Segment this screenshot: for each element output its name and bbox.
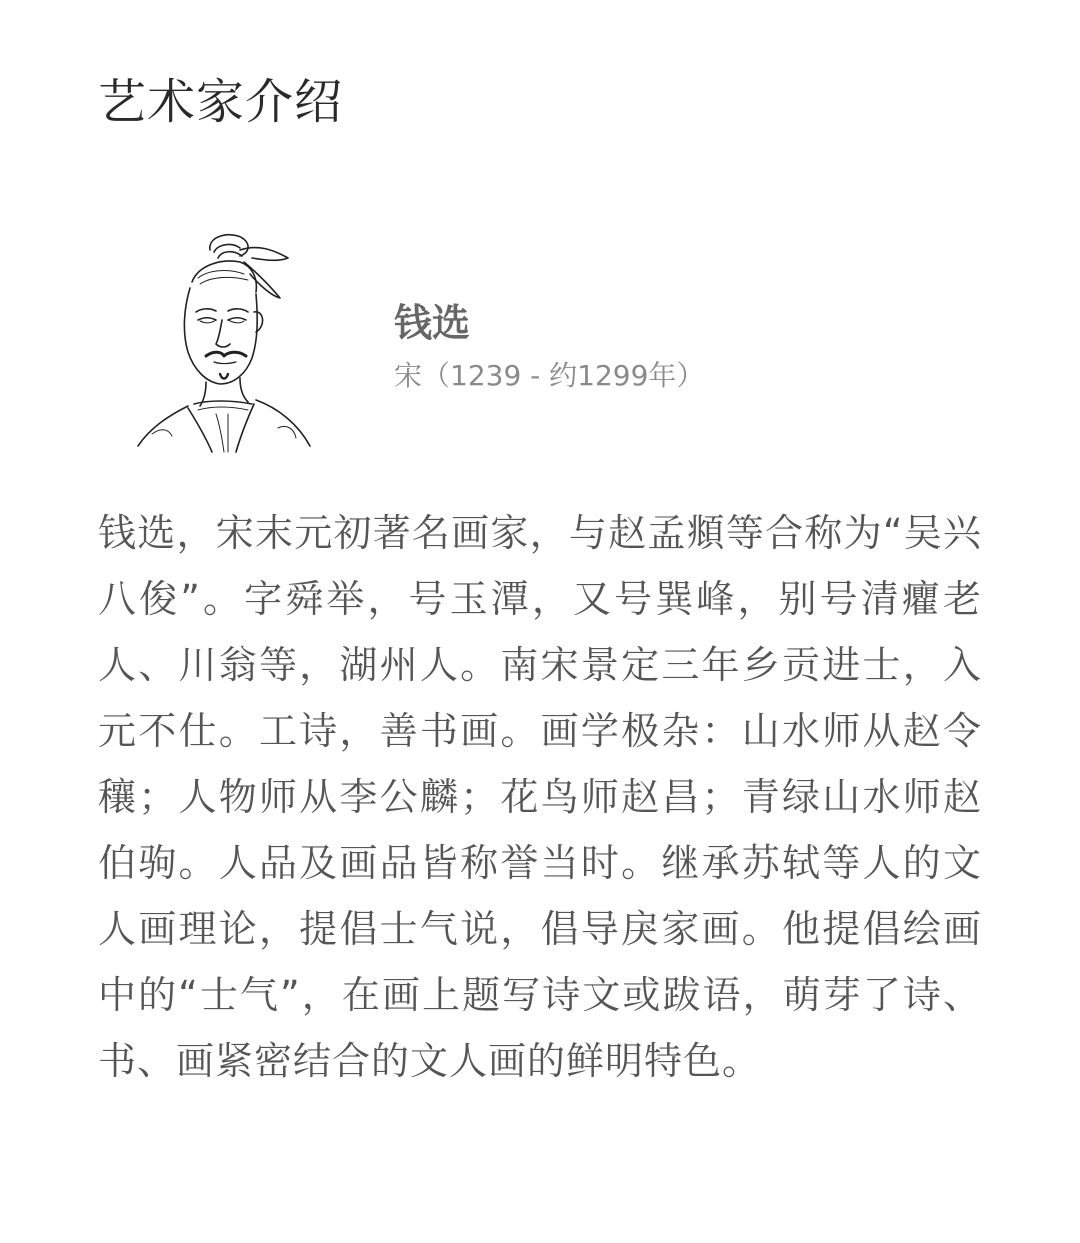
artist-biography: 钱选，宋末元初著名画家，与赵孟頫等合称为“吴兴八俊”。字舜举，号玉潭，又号巽峰，别号清癯老人、川翁等，湖州人。南宋景定三年乡贡进士，入元不仕。工诗，善书画。画学极杂：山水师从赵令穰；人物师从李公麟；花鸟师赵昌；青绿山水师赵伯驹。人品及画品皆称誉当时。继承苏轼等人的文人画理论，提倡士气说，倡导戾家画。他提倡绘画中的“士气”，在画上题写诗文或跋语，萌芽了诗、书、画紧密结合的文人画的鲜明特色。 bbox=[98, 511, 982, 1083]
page-title: 艺术家介绍 bbox=[98, 74, 344, 130]
artist-name: 钱选 bbox=[394, 301, 471, 345]
artist-portrait bbox=[128, 228, 318, 453]
artist-dynasty-years: 宋（1239 - 约1299年） bbox=[394, 359, 705, 392]
